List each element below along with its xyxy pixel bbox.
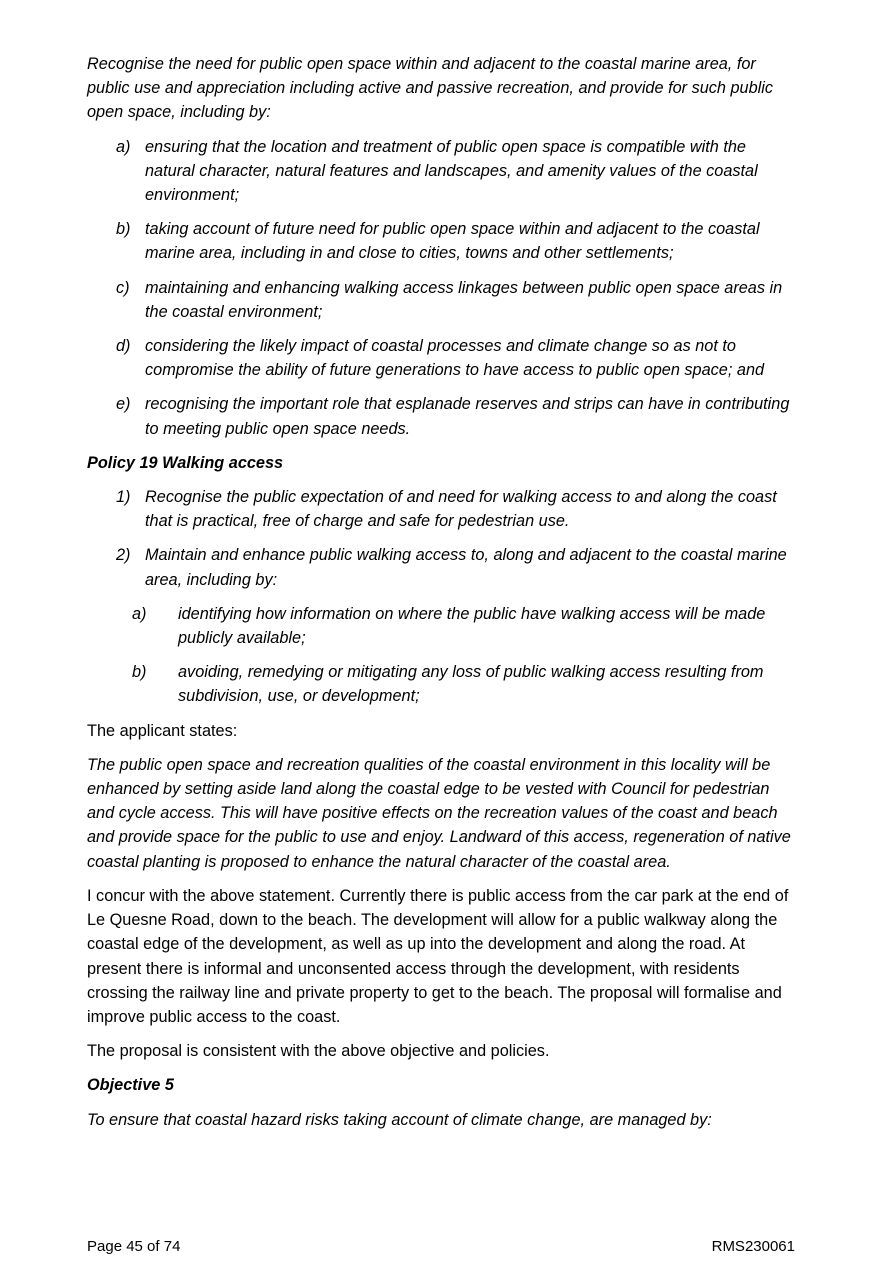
list-text: Recognise the public expectation of and need for walking access to and along the coast that is practical, free of charge and safe for pedestrian use. xyxy=(145,488,777,531)
list-marker: c) xyxy=(116,278,130,297)
policy19-heading: Policy 19 Walking access xyxy=(87,453,284,472)
list-item xyxy=(87,392,797,440)
list-item xyxy=(87,276,797,324)
list-marker: e) xyxy=(116,395,131,414)
intro-policy-text: Recognise the need for public open space within and adjacent to the coastal marine area, for public use and appreciation including active and passive recreation, and provide for such public open space, including by: xyxy=(87,55,774,122)
list-item xyxy=(87,334,797,382)
list-marker: 1) xyxy=(116,488,131,507)
applicant-quote: The public open space and recreation qualities of the coastal environment in this locality will be enhanced by setting aside land along the coastal edge to be vested with Council for pedestrian and cycle access. This will have positive effects on the recreation values of the coast and beach and provide space for the public to use and enjoy. Landward of this access, regeneration of native coastal planting is proposed to enhance the natural character of the coastal area. xyxy=(87,755,791,871)
consistent-paragraph: The proposal is consistent with the above objective and policies. xyxy=(87,1042,550,1061)
sub-list-item xyxy=(87,660,797,708)
list-text: considering the likely impact of coastal processes and climate change so as not to compromise the ability of future generations to have access to public open space; and xyxy=(145,337,765,380)
list-marker: a) xyxy=(116,137,131,156)
document-page xyxy=(87,52,797,1132)
objective5-text: To ensure that coastal hazard risks taking account of climate change, are managed by: xyxy=(87,1110,712,1129)
list-item xyxy=(87,217,797,265)
policy19-list xyxy=(87,485,797,709)
page-footer xyxy=(87,1238,795,1256)
list-marker: a) xyxy=(132,604,147,623)
list-marker: b) xyxy=(116,220,131,239)
list-text: Maintain and enhance public walking access to, along and adjacent to the coastal marine area, including by: xyxy=(145,546,787,589)
list-text: avoiding, remedying or mitigating any loss of public walking access resulting from subdivision, use, or development; xyxy=(178,663,764,706)
list-item xyxy=(87,485,797,533)
objective5-heading: Objective 5 xyxy=(87,1076,174,1095)
list-text: maintaining and enhancing walking access linkages between public open space areas in the coastal environment; xyxy=(145,278,783,321)
concur-paragraph: I concur with the above statement. Currently there is public access from the car park at the end of Le Quesne Road, down to the beach. The development will allow for a public walkway along the coastal edge of the development, as well as up into the development and along the road. At present there is informal and unconsented access through the development, with residents crossing the railway line and private property to get to the beach. The proposal will formalise and improve public access to the coast. xyxy=(87,886,789,1026)
document-reference: RMS230061 xyxy=(711,1238,795,1255)
applicant-label: The applicant states: xyxy=(87,721,238,740)
list-text: ensuring that the location and treatment of public open space is compatible with the natural character, natural features and landscapes, and amenity values of the coastal environment; xyxy=(145,137,758,205)
list-marker: 2) xyxy=(116,546,131,565)
page-number: Page 45 of 74 xyxy=(87,1238,181,1255)
list-item xyxy=(87,135,797,208)
list-marker: b) xyxy=(132,663,147,682)
list-text: identifying how information on where the public have walking access will be made publicly available; xyxy=(178,604,766,648)
list-marker: d) xyxy=(116,337,131,356)
list-text: recognising the important role that esplanade reserves and strips can have in contributing to meeting public open space needs. xyxy=(145,395,790,438)
sub-list-item xyxy=(87,602,797,650)
open-space-list xyxy=(87,135,797,441)
list-text: taking account of future need for public open space within and adjacent to the coastal marine area, including in and close to cities, towns and other settlements; xyxy=(145,220,760,263)
list-item xyxy=(87,543,797,591)
